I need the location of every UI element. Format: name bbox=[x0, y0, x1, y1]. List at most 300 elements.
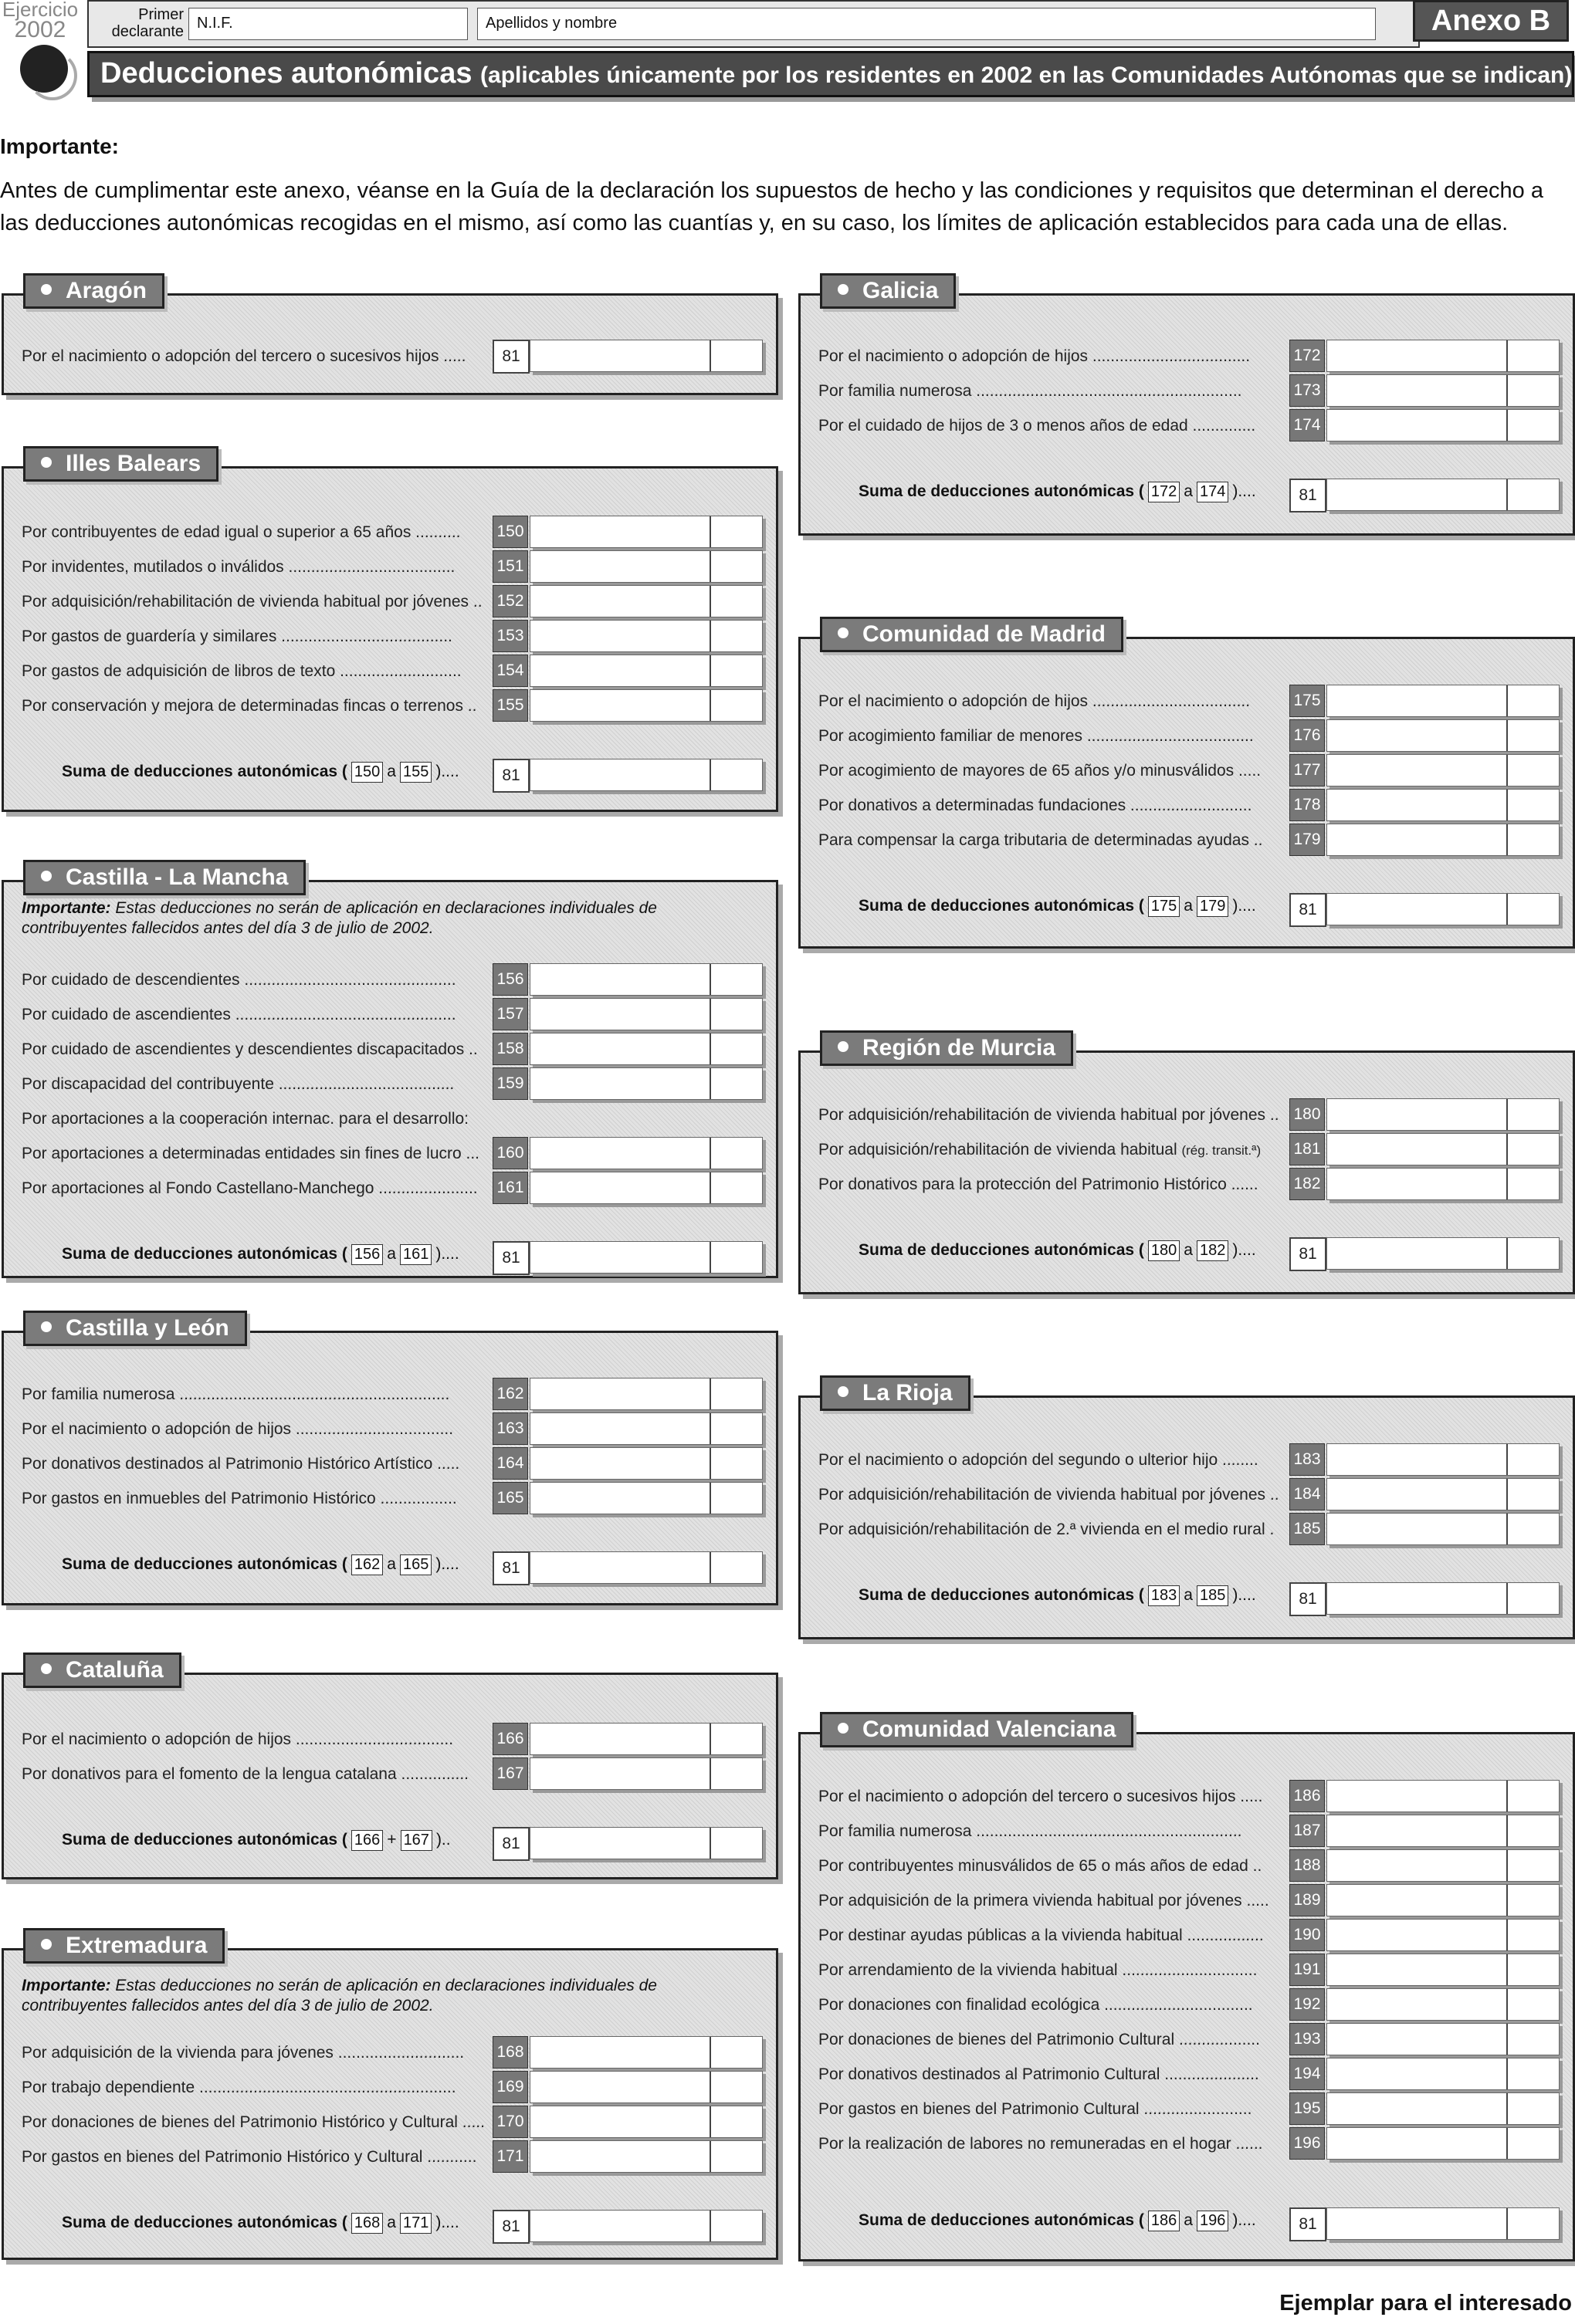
amount-field-166[interactable] bbox=[530, 1723, 763, 1755]
amount-field-157[interactable] bbox=[530, 998, 763, 1030]
panel-title-rioja bbox=[820, 1375, 970, 1411]
box-code: 195 bbox=[1289, 2092, 1325, 2125]
sum-range-sep: a bbox=[1184, 1241, 1193, 1259]
sum-amount-field-murcia[interactable] bbox=[1326, 1237, 1560, 1270]
deduction-label bbox=[818, 1141, 1261, 1159]
box-code: 181 bbox=[1289, 1133, 1325, 1165]
amount-field-176[interactable] bbox=[1326, 719, 1560, 752]
bullet-icon bbox=[41, 1321, 52, 1332]
sum-range-start: 150 bbox=[351, 762, 383, 783]
box-code: 81 bbox=[493, 340, 530, 374]
decimal-separator bbox=[1506, 2093, 1508, 2124]
amount-field-175[interactable] bbox=[1326, 685, 1560, 717]
decimal-separator bbox=[1506, 790, 1508, 820]
bullet-icon bbox=[41, 871, 52, 881]
decimal-separator bbox=[710, 2106, 711, 2137]
deduction-label-text: Por el nacimiento o adopción de hijos ................................... bbox=[818, 692, 1251, 710]
decimal-separator bbox=[1506, 375, 1508, 406]
deduction-label bbox=[818, 762, 1261, 780]
sum-box-code: 81 bbox=[493, 1241, 530, 1275]
deduction-label-text: Por la realización de labores no remuneradas en el hogar ...... bbox=[818, 2135, 1263, 2153]
title-main: Deducciones autonómicas bbox=[100, 57, 472, 90]
box-code: 168 bbox=[493, 2036, 528, 2069]
deduction-label bbox=[818, 1822, 1241, 1841]
title-sub: (aplicables únicamente por los residentes en 2002 en las Comunidades Autónomas que se indican) bbox=[480, 63, 1573, 88]
sum-amount-field-cataluna[interactable] bbox=[530, 1827, 763, 1859]
decimal-separator bbox=[1506, 1954, 1508, 1985]
deduction-label-text: Por adquisición/rehabilitación de 2.ª vivienda en el medio rural . bbox=[818, 1521, 1275, 1538]
amount-field-178[interactable] bbox=[1326, 789, 1560, 821]
sum-box-code: 81 bbox=[1289, 479, 1326, 512]
sum-amount-field-castillaleon[interactable] bbox=[530, 1551, 763, 1584]
sum-box-code: 81 bbox=[1289, 2207, 1326, 2241]
panel-title-text: Comunidad de Madrid bbox=[862, 621, 1106, 647]
amount-field-190[interactable] bbox=[1326, 1919, 1560, 1951]
deduction-label-text: Por contribuyentes de edad igual o superior a 65 años .......... bbox=[22, 523, 461, 541]
nif-field[interactable] bbox=[188, 8, 468, 40]
panel-title-madrid bbox=[820, 617, 1123, 652]
box-code: 179 bbox=[1289, 824, 1325, 856]
sum-range-end: 179 bbox=[1197, 896, 1228, 917]
amount-field-167[interactable] bbox=[530, 1757, 763, 1790]
sum-label-text: Suma de deducciones autonómicas bbox=[62, 2214, 338, 2231]
amount-field-158[interactable] bbox=[530, 1033, 763, 1065]
amount-field-155[interactable] bbox=[530, 689, 763, 722]
box-code: 194 bbox=[1289, 2058, 1325, 2090]
anexo-badge: Anexo B bbox=[1413, 0, 1569, 42]
sum-range-end: 171 bbox=[400, 2213, 432, 2234]
panel-title-text: Galicia bbox=[862, 278, 939, 303]
sum-tail: ).... bbox=[1232, 1586, 1256, 1604]
decimal-separator bbox=[710, 690, 711, 721]
sum-tail: ).... bbox=[435, 1245, 459, 1263]
sum-tail: ).... bbox=[1232, 897, 1256, 915]
deduction-label-text: Por adquisición/rehabilitación de vivienda habitual por jóvenes .. bbox=[818, 1106, 1279, 1124]
sum-tail: ).... bbox=[435, 763, 459, 780]
deduction-label-text: Por el nacimiento o adopción de hijos ................................... bbox=[22, 1730, 454, 1748]
sum-label: Suma de deducciones autonómicas ( 168 a 171 ).... bbox=[62, 2213, 459, 2234]
panel-title-text: Castilla y León bbox=[66, 1315, 229, 1341]
amount-field-154[interactable] bbox=[530, 655, 763, 687]
sum-label-text: Suma de deducciones autonómicas bbox=[859, 482, 1135, 500]
box-code: 170 bbox=[493, 2106, 528, 2138]
deduction-label bbox=[818, 797, 1252, 815]
decimal-separator bbox=[1506, 2058, 1508, 2089]
sum-range-start: 180 bbox=[1148, 1240, 1180, 1261]
sum-range-start: 186 bbox=[1148, 2211, 1180, 2231]
sum-label-text: Suma de deducciones autonómicas bbox=[62, 1555, 338, 1573]
deduction-label bbox=[22, 971, 456, 989]
deduction-label bbox=[818, 2065, 1259, 2084]
sum-range-start: 172 bbox=[1148, 482, 1180, 502]
importante-text: Antes de cumplimentar este anexo, véanse en la Guía de la declaración los supuestos de hecho y las condiciones y requisitos que determinan el derecho a las deducciones autonómicas recogidas en el mismo, así como las cuantías y, en su caso, los límites de aplicación establecidos para cada una de ellas. bbox=[0, 178, 1543, 235]
sum-amount-field-baleares[interactable] bbox=[530, 759, 763, 791]
amount-field-191[interactable] bbox=[1326, 1954, 1560, 1986]
note-text: Estas deducciones no serán de aplicación en declaraciones individuales de contribuyentes fallecidos antes del día 3 de julio de 2002. bbox=[22, 1977, 657, 2014]
box-code: 177 bbox=[1289, 754, 1325, 787]
decimal-separator bbox=[710, 551, 711, 582]
bullet-icon bbox=[41, 1939, 52, 1950]
sum-range-start: 175 bbox=[1148, 896, 1180, 917]
box-code: 164 bbox=[493, 1447, 528, 1480]
box-code: 171 bbox=[493, 2140, 528, 2173]
sum-amount-field-valenciana[interactable] bbox=[1326, 2207, 1560, 2240]
deduction-label-text: Por el nacimiento o adopción del segundo o ulterior hijo ........ bbox=[818, 1451, 1258, 1469]
panel-title-text: La Rioja bbox=[862, 1380, 953, 1406]
decimal-separator bbox=[710, 1724, 711, 1754]
sum-tail: ).... bbox=[1232, 2211, 1256, 2229]
deduction-label bbox=[818, 2100, 1252, 2119]
deduction-label bbox=[818, 2031, 1260, 2049]
deduction-label-text: Por conservación y mejora de determinadas fincas o terrenos .. bbox=[22, 697, 477, 715]
box-code: 186 bbox=[1289, 1780, 1325, 1812]
decimal-separator bbox=[710, 1552, 711, 1583]
sum-range-end: 182 bbox=[1197, 1240, 1228, 1261]
amount-field-196[interactable] bbox=[1326, 2127, 1560, 2160]
amount-field-156[interactable] bbox=[530, 963, 763, 996]
sum-range-sep: a bbox=[387, 2214, 396, 2231]
decimal-separator bbox=[1506, 2024, 1508, 2055]
decimal-separator bbox=[710, 1483, 711, 1514]
box-code: 151 bbox=[493, 550, 528, 583]
sum-label: Suma de deducciones autonómicas ( 162 a 165 ).... bbox=[62, 1554, 459, 1575]
box-code: 161 bbox=[493, 1172, 528, 1204]
amount-field-163[interactable] bbox=[530, 1412, 763, 1445]
deduction-label bbox=[818, 1486, 1279, 1504]
box-code: 175 bbox=[1289, 685, 1325, 717]
deduction-label bbox=[818, 831, 1262, 850]
bullet-icon bbox=[838, 284, 848, 295]
box-code: 157 bbox=[493, 998, 528, 1030]
decimal-separator bbox=[1506, 1479, 1508, 1510]
amount-field-152[interactable] bbox=[530, 585, 763, 617]
deduction-label-text: Por donativos destinados al Patrimonio Histórico Artístico ..... bbox=[22, 1455, 460, 1473]
decimal-separator bbox=[1506, 340, 1508, 371]
decimal-separator bbox=[710, 1138, 711, 1169]
sum-range-sep: a bbox=[1184, 897, 1193, 915]
amount-field-169[interactable] bbox=[530, 2071, 763, 2103]
deduction-label bbox=[22, 2113, 485, 2132]
amount-field-160[interactable] bbox=[530, 1137, 763, 1169]
sum-label: Suma de deducciones autonómicas ( 183 a 185 ).... bbox=[859, 1585, 1256, 1606]
amount-field-159[interactable] bbox=[530, 1067, 763, 1100]
decimal-separator bbox=[710, 655, 711, 686]
deduction-label-text: Por adquisición de la primera vivienda habitual por jóvenes ..... bbox=[818, 1892, 1269, 1910]
deduction-label bbox=[818, 1451, 1258, 1470]
deduction-label-text: Por el nacimiento o adopción del tercero o sucesivos hijos ..... bbox=[22, 347, 466, 365]
sum-label: Suma de deducciones autonómicas ( 166 + 167 ).. bbox=[62, 1830, 451, 1851]
sum-tail: ).... bbox=[435, 2214, 459, 2231]
deduction-label bbox=[22, 2148, 476, 2167]
decimal-separator bbox=[710, 340, 711, 371]
sum-box-code: 81 bbox=[493, 1551, 530, 1585]
box-code: 150 bbox=[493, 516, 528, 548]
box-code: 183 bbox=[1289, 1443, 1325, 1476]
sum-amount-field-rioja[interactable] bbox=[1326, 1582, 1560, 1615]
amount-field-177[interactable] bbox=[1326, 754, 1560, 787]
page-title bbox=[100, 57, 1572, 90]
box-code: 169 bbox=[493, 2071, 528, 2103]
sum-range-sep: a bbox=[387, 1555, 396, 1573]
amount-field-165[interactable] bbox=[530, 1482, 763, 1514]
box-code: 176 bbox=[1289, 719, 1325, 752]
deduction-label-text: Por donativos a determinadas fundaciones ........................... bbox=[818, 797, 1252, 814]
sum-range-end: 155 bbox=[400, 762, 432, 783]
sum-label: Suma de deducciones autonómicas ( 186 a 196 ).... bbox=[859, 2211, 1256, 2231]
deduction-label-text: Por aportaciones a determinadas entidades sin fines de lucro ... bbox=[22, 1145, 480, 1162]
deduction-label bbox=[22, 2044, 464, 2062]
decimal-separator bbox=[710, 1068, 711, 1099]
panel-title-castillaleon bbox=[23, 1311, 247, 1346]
deduction-label bbox=[818, 727, 1254, 746]
amount-field-181[interactable] bbox=[1326, 1133, 1560, 1165]
deduction-label-text: Por trabajo dependiente ......................................................... bbox=[22, 2079, 456, 2096]
decimal-separator bbox=[1506, 1134, 1508, 1165]
amount-field-189[interactable] bbox=[1326, 1884, 1560, 1916]
box-code: 172 bbox=[1289, 340, 1325, 372]
decimal-separator bbox=[1506, 1989, 1508, 2020]
decimal-separator bbox=[710, 964, 711, 995]
deduction-label bbox=[818, 1106, 1279, 1125]
amount-field-179[interactable] bbox=[1326, 824, 1560, 856]
sum-range-end: 185 bbox=[1197, 1585, 1228, 1606]
deduction-label-text: Por discapacidad del contribuyente ....................................... bbox=[22, 1075, 455, 1093]
sum-amount-field-galicia[interactable] bbox=[1326, 479, 1560, 511]
deduction-label bbox=[22, 1420, 453, 1439]
box-code: 152 bbox=[493, 585, 528, 617]
deduction-label bbox=[818, 692, 1250, 711]
decimal-separator bbox=[1506, 1238, 1508, 1269]
deduction-label-text: Por gastos en bienes del Patrimonio Cultural ........................ bbox=[818, 2100, 1252, 2118]
panel-title-extremadura bbox=[23, 1928, 225, 1964]
sum-tail: ).. bbox=[435, 1831, 451, 1849]
amount-field-182[interactable] bbox=[1326, 1168, 1560, 1200]
sum-tail: ).... bbox=[435, 1555, 459, 1573]
deduction-label bbox=[818, 347, 1250, 366]
decimal-separator bbox=[710, 1413, 711, 1444]
sum-label: Suma de deducciones autonómicas ( 175 a 179 ).... bbox=[859, 896, 1256, 917]
decimal-separator bbox=[710, 586, 711, 617]
decimal-separator bbox=[1506, 894, 1508, 925]
decimal-separator bbox=[710, 999, 711, 1030]
deduction-label-text: Por adquisición/rehabilitación de vivienda habitual bbox=[818, 1141, 1177, 1159]
decimal-separator bbox=[1506, 720, 1508, 751]
amount-field-195[interactable] bbox=[1326, 2092, 1560, 2125]
note-heading: Importante: bbox=[22, 899, 111, 917]
amount-field-186[interactable] bbox=[1326, 1780, 1560, 1812]
deduction-label bbox=[818, 417, 1255, 435]
panel-title-text: Comunidad Valenciana bbox=[862, 1717, 1116, 1742]
sum-range-end: 174 bbox=[1197, 482, 1228, 502]
amount-field-173[interactable] bbox=[1326, 374, 1560, 407]
sum-box-code: 81 bbox=[1289, 1237, 1326, 1271]
decimal-separator bbox=[710, 621, 711, 651]
box-code: 189 bbox=[1289, 1884, 1325, 1916]
note-heading: Importante: bbox=[22, 1977, 111, 1994]
decimal-separator bbox=[710, 2037, 711, 2068]
amount-field-161[interactable] bbox=[530, 1172, 763, 1204]
decimal-separator bbox=[1506, 410, 1508, 441]
amount-field-170[interactable] bbox=[530, 2106, 763, 2138]
sum-box-code: 81 bbox=[493, 759, 530, 793]
panel-title-valenciana bbox=[820, 1712, 1133, 1747]
panel-title-murcia bbox=[820, 1030, 1073, 1066]
amount-field-172[interactable] bbox=[1326, 340, 1560, 372]
ejercicio-label bbox=[2, 0, 79, 41]
agency-logo-ring-icon bbox=[28, 51, 77, 100]
deduction-label-text: Por cuidado de descendientes ............................................... bbox=[22, 971, 456, 989]
deduction-label bbox=[818, 1857, 1262, 1876]
panel-title-text: Castilla - La Mancha bbox=[66, 864, 289, 890]
apellidos-field[interactable] bbox=[477, 8, 1376, 40]
sum-box-code: 81 bbox=[493, 2210, 530, 2244]
box-code: 156 bbox=[493, 963, 528, 996]
sum-range-sep: + bbox=[387, 1831, 397, 1849]
decimal-separator bbox=[1506, 1920, 1508, 1950]
bullet-icon bbox=[41, 1663, 52, 1674]
decimal-separator bbox=[710, 516, 711, 547]
decimal-separator bbox=[710, 1448, 711, 1479]
deduction-label-text: Por gastos de adquisición de libros de texto ........................... bbox=[22, 662, 462, 680]
sum-tail: ).... bbox=[1232, 482, 1256, 500]
decimal-separator bbox=[1506, 755, 1508, 786]
amount-field-174[interactable] bbox=[1326, 409, 1560, 441]
amount-field-194[interactable] bbox=[1326, 2058, 1560, 2090]
deduction-label bbox=[22, 593, 483, 611]
box-code: 193 bbox=[1289, 2023, 1325, 2055]
amount-field-183[interactable] bbox=[1326, 1443, 1560, 1476]
decimal-separator bbox=[1506, 1583, 1508, 1614]
decimal-separator bbox=[710, 1758, 711, 1789]
amount-field-188[interactable] bbox=[1326, 1849, 1560, 1882]
decimal-separator bbox=[1506, 1815, 1508, 1846]
decimal-separator bbox=[1506, 1850, 1508, 1881]
panel-title-aragon bbox=[23, 273, 164, 309]
sum-label-text: Suma de deducciones autonómicas bbox=[859, 1241, 1135, 1259]
sum-box-code: 81 bbox=[1289, 1582, 1326, 1616]
amount-field-185[interactable] bbox=[1326, 1513, 1560, 1545]
amount-field-168[interactable] bbox=[530, 2036, 763, 2069]
amount-field-180[interactable] bbox=[1326, 1098, 1560, 1131]
page-title-bar bbox=[87, 51, 1574, 97]
deduction-label-text: Por donativos para el fomento de la lengua catalana ............... bbox=[22, 1765, 469, 1783]
decimal-separator bbox=[1506, 1781, 1508, 1812]
bullet-icon bbox=[838, 628, 848, 638]
sum-range-end: 196 bbox=[1197, 2211, 1228, 2231]
deduction-label bbox=[818, 1996, 1253, 2014]
box-code: 154 bbox=[493, 655, 528, 687]
deduction-label-text: Por familia numerosa ........................................................... bbox=[818, 382, 1242, 400]
decimal-separator bbox=[710, 2211, 711, 2241]
panel-title-text: Región de Murcia bbox=[862, 1035, 1056, 1061]
footer-text: Ejemplar para el interesado bbox=[1279, 2291, 1572, 2316]
decimal-separator bbox=[710, 1828, 711, 1859]
deduction-label-text: Por familia numerosa ........................................................... bbox=[818, 1822, 1242, 1840]
sum-amount-field-extremadura[interactable] bbox=[530, 2210, 763, 2242]
deduction-label-text: Por donativos destinados al Patrimonio Cultural ..................... bbox=[818, 2065, 1259, 2083]
decimal-separator bbox=[1506, 1885, 1508, 1916]
sum-range-start: 168 bbox=[351, 2213, 383, 2234]
deduction-label bbox=[818, 1892, 1269, 1910]
deduction-label bbox=[22, 628, 452, 646]
box-code: 173 bbox=[1289, 374, 1325, 407]
box-code: 174 bbox=[1289, 409, 1325, 441]
primer-declarante-label bbox=[93, 6, 184, 40]
box-code: 191 bbox=[1289, 1954, 1325, 1986]
deduction-label bbox=[22, 523, 461, 542]
deduction-label-text: Por donaciones de bienes del Patrimonio Cultural .................. bbox=[818, 2031, 1260, 2048]
deduction-label bbox=[22, 1730, 453, 1749]
amount-field-162[interactable] bbox=[530, 1378, 763, 1410]
amount-field-187[interactable] bbox=[1326, 1815, 1560, 1847]
deduction-label bbox=[22, 1455, 459, 1473]
amount-field-184[interactable] bbox=[1326, 1478, 1560, 1510]
sum-range-sep: a bbox=[1184, 1586, 1193, 1604]
decimal-separator bbox=[1506, 2128, 1508, 2159]
sum-label: Suma de deducciones autonómicas ( 180 a 182 ).... bbox=[859, 1240, 1256, 1261]
amount-field-193[interactable] bbox=[1326, 2023, 1560, 2055]
deduction-label bbox=[22, 1075, 454, 1094]
amount-field-164[interactable] bbox=[530, 1447, 763, 1480]
deduction-label-text: Por cuidado de ascendientes ................................................. bbox=[22, 1006, 456, 1023]
amount-field-192[interactable] bbox=[1326, 1988, 1560, 2021]
deduction-label bbox=[22, 1490, 457, 1508]
primer-text: Primer bbox=[138, 6, 184, 23]
bullet-icon bbox=[838, 1041, 848, 1052]
deduction-label-text: Por el nacimiento o adopción del tercero o sucesivos hijos ..... bbox=[818, 1788, 1263, 1805]
sum-amount-field-castillalm[interactable] bbox=[530, 1241, 763, 1274]
box-code: 188 bbox=[1289, 1849, 1325, 1882]
decimal-separator bbox=[1506, 1444, 1508, 1475]
box-code: 178 bbox=[1289, 789, 1325, 821]
deduction-label bbox=[22, 1040, 478, 1059]
deduction-label-text: Por familia numerosa ............................................................ bbox=[22, 1385, 450, 1403]
decimal-separator bbox=[710, 1242, 711, 1273]
amount-field-151[interactable] bbox=[530, 550, 763, 583]
deduction-label-text: Por contribuyentes minusválidos de 65 o más años de edad .. bbox=[818, 1857, 1262, 1875]
decimal-separator bbox=[1506, 1514, 1508, 1544]
box-code: 187 bbox=[1289, 1815, 1325, 1847]
sum-label-text: Suma de deducciones autonómicas bbox=[62, 1831, 338, 1849]
sum-range-sep: a bbox=[387, 763, 396, 780]
panel-title-cataluna bbox=[23, 1653, 181, 1688]
panel-title-text: Illes Balears bbox=[66, 451, 202, 476]
decimal-separator bbox=[710, 1033, 711, 1064]
deduction-label-text: Por invidentes, mutilados o inválidos ..................................... bbox=[22, 558, 456, 576]
sum-label-text: Suma de deducciones autonómicas bbox=[62, 1245, 338, 1263]
deduction-label-text: Por aportaciones al Fondo Castellano-Manchego ...................... bbox=[22, 1179, 478, 1197]
amount-field-153[interactable] bbox=[530, 620, 763, 652]
amount-field-171[interactable] bbox=[530, 2140, 763, 2173]
box-code: 192 bbox=[1289, 1988, 1325, 2021]
box-code: 165 bbox=[493, 1482, 528, 1514]
box-code: 167 bbox=[493, 1757, 528, 1790]
box-code: 166 bbox=[493, 1723, 528, 1755]
box-code: 180 bbox=[1289, 1098, 1325, 1131]
amount-field-150[interactable] bbox=[530, 516, 763, 548]
bullet-icon bbox=[41, 457, 52, 468]
decimal-separator bbox=[710, 2141, 711, 2172]
box-code: 160 bbox=[493, 1137, 528, 1169]
panel-title-text: Extremadura bbox=[66, 1933, 208, 1958]
amount-field-81[interactable] bbox=[530, 340, 763, 372]
deduction-label-text: Por donativos para la protección del Patrimonio Histórico ...... bbox=[818, 1176, 1258, 1193]
sum-label: Suma de deducciones autonómicas ( 172 a 174 ).... bbox=[859, 482, 1256, 502]
panel-note bbox=[22, 898, 716, 939]
deduction-label bbox=[818, 1961, 1257, 1980]
apellidos-label: Apellidos y nombre bbox=[486, 15, 618, 32]
sum-amount-field-madrid[interactable] bbox=[1326, 893, 1560, 925]
